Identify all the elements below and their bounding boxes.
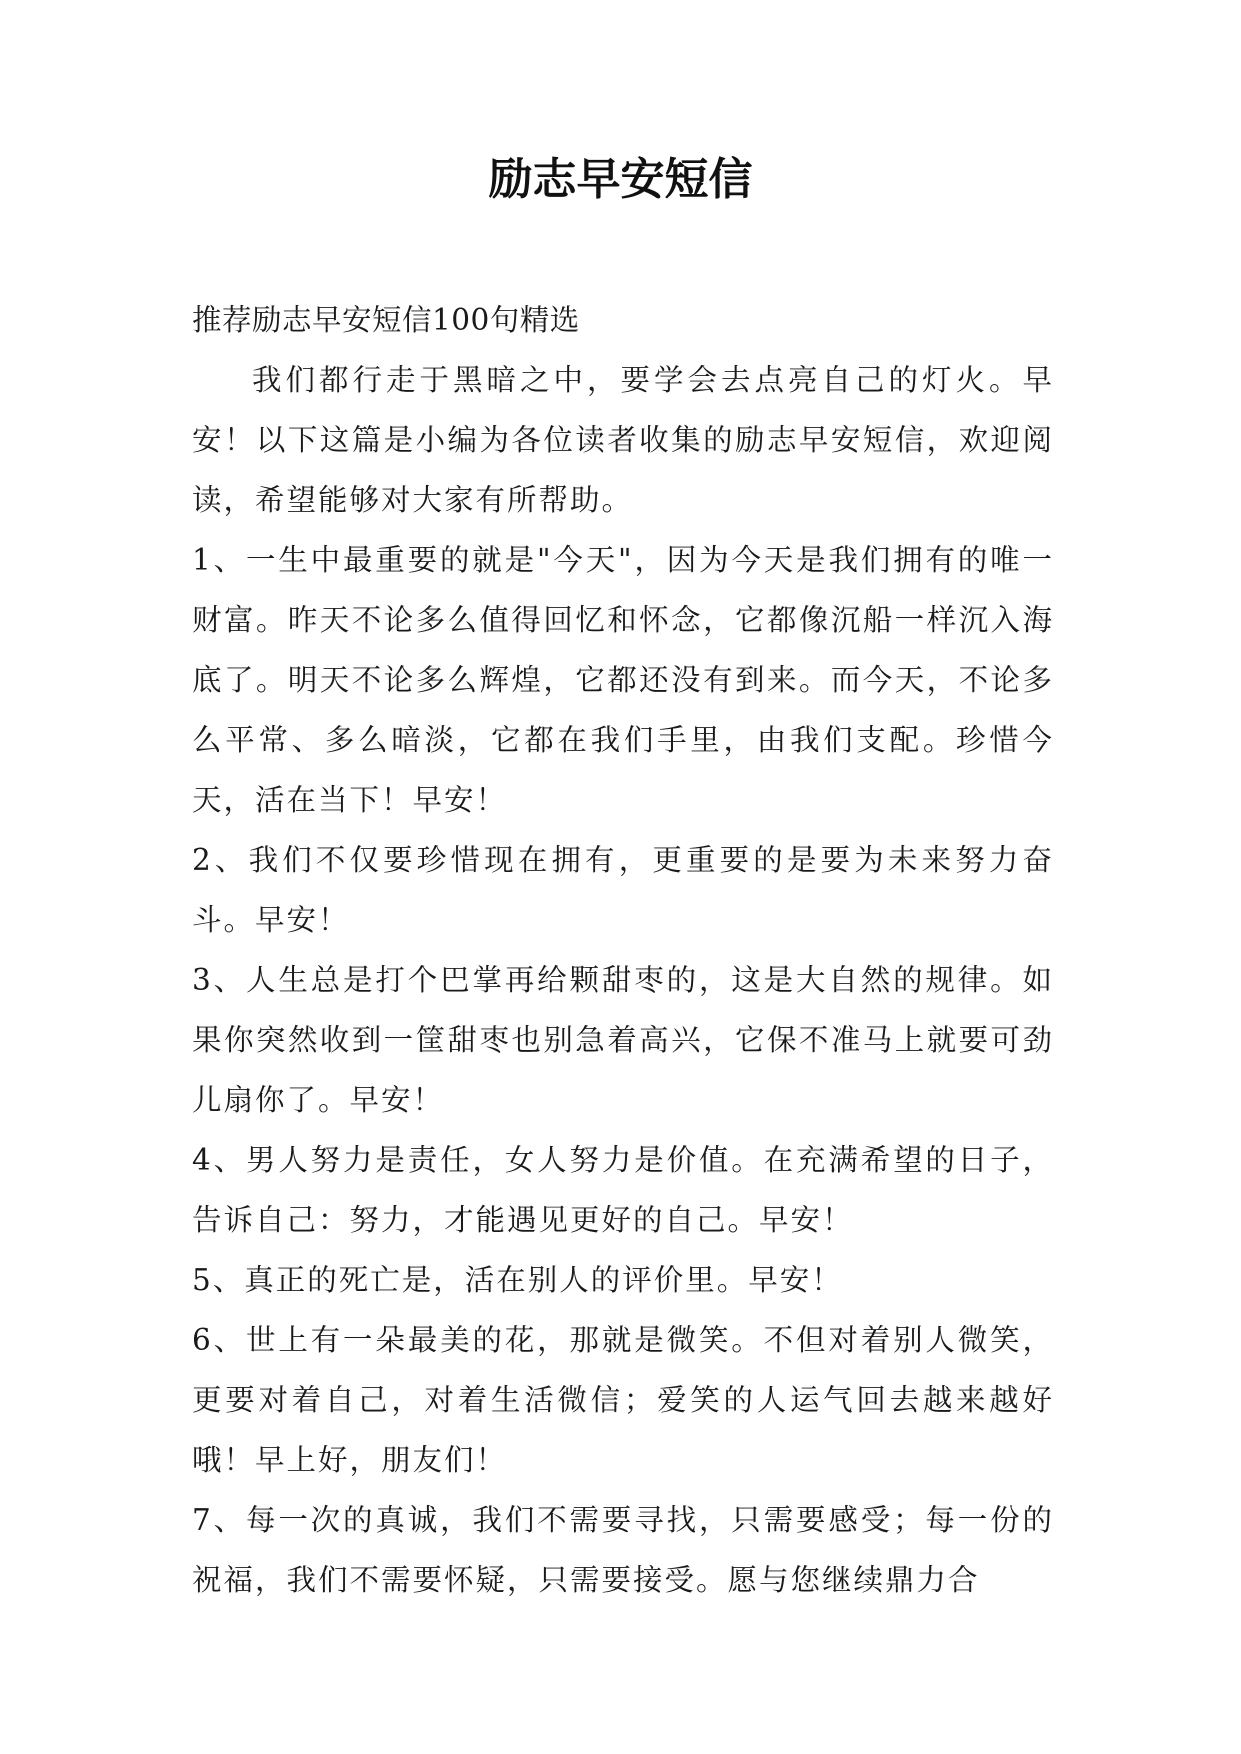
list-item: 6、世上有一朵最美的花，那就是微笑。不但对着别人微笑，更要对着自己，对着生活微信；爱笑的人运气回去越来越好哦！早上好，朋友们！ [192,1323,1054,1477]
list-item: 7、每一次的真诚，我们不需要寻找，只需要感受；每一份的祝福，我们不需要怀疑，只需要接受。愿与您继续鼎力合 [192,1503,1054,1597]
document-body [192,290,1054,1610]
intro-paragraph: 我们都行走于黑暗之中，要学会去点亮自己的灯火。早安！以下这篇是小编为各位读者收集的励志早安短信，欢迎阅读，希望能够对大家有所帮助。 [192,363,1054,517]
document-title: 励志早安短信 [488,154,753,205]
list-item: 5、真正的死亡是，活在别人的评价里。早安！ [192,1263,843,1297]
list-item: 2、我们不仅要珍惜现在拥有，更重要的是要为未来努力奋斗。早安！ [192,843,1054,937]
list-item: 1、一生中最重要的就是"今天"，因为今天是我们拥有的唯一财富。昨天不论多么值得回忆和怀念，它都像沉船一样沉入海底了。明天不论多么辉煌，它都还没有到来。而今天，不论多么平常、多么暗淡，它都在我们手里，由我们支配。珍惜今天，活在当下！早安！ [192,543,1054,817]
document-subtitle: 推荐励志早安短信100句精选 [192,303,580,337]
list-item: 3、人生总是打个巴掌再给颗甜枣的，这是大自然的规律。如果你突然收到一筐甜枣也别急着高兴，它保不准马上就要可劲儿扇你了。早安！ [192,963,1054,1117]
list-item: 4、男人努力是责任，女人努力是价值。在充满希望的日子，告诉自己：努力，才能遇见更好的自己。早安！ [192,1143,1054,1237]
